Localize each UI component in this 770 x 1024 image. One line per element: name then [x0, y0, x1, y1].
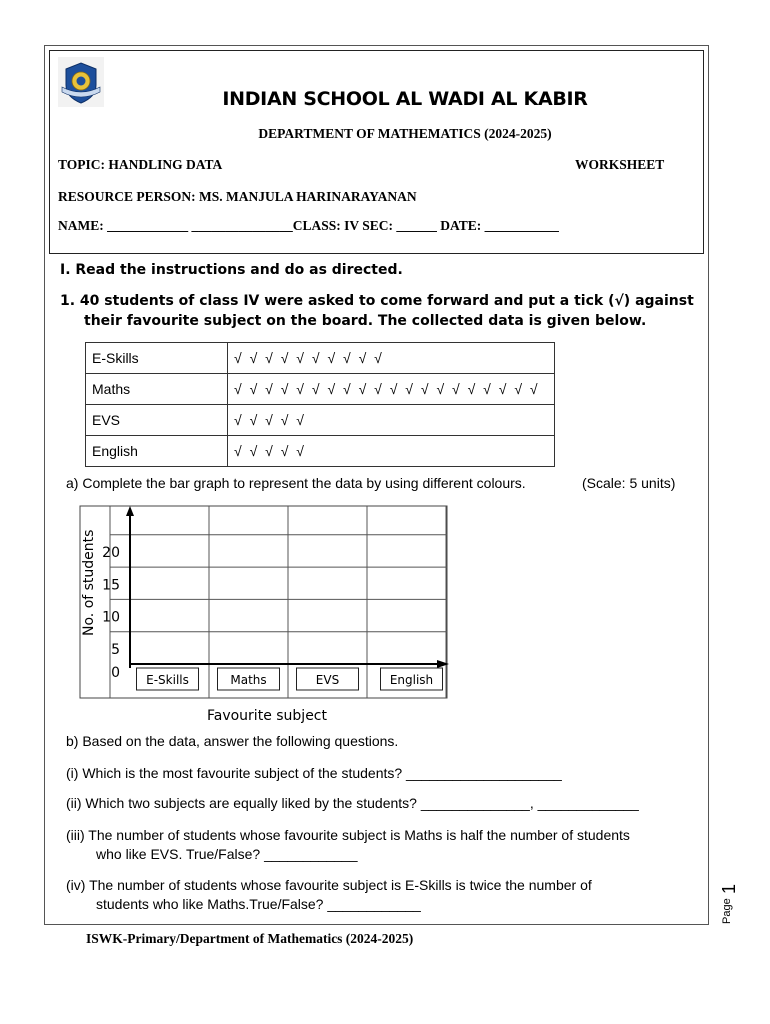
- category-label: English: [389, 673, 434, 687]
- question-b-text: b) Based on the data, answer the following questions.: [66, 733, 399, 749]
- question-b-iii-cont: who like EVS. True/False? ____________: [96, 846, 358, 862]
- question-b-ii: (ii) Which two subjects are equally liked by the students? ______________, _____________: [66, 795, 639, 811]
- student-details-line: NAME: ____________ _______________CLASS: IV SEC: ______ DATE: ___________: [58, 218, 559, 233]
- y-tick-label: 5: [111, 642, 120, 658]
- subject-cell: Maths: [86, 374, 228, 405]
- y-tick-labels: [102, 545, 120, 681]
- subject-cell: E-Skills: [86, 343, 228, 374]
- page-number-value: 1: [719, 883, 739, 894]
- subject-cell: English: [86, 436, 228, 467]
- table-row: [86, 374, 555, 405]
- school-name: INDIAN SCHOOL AL WADI AL KABIR: [222, 88, 588, 110]
- question-b-i: (i) Which is the most favourite subject of the students? ____________________: [66, 765, 562, 781]
- page-number: [716, 880, 740, 925]
- footer-text: ISWK-Primary/Department of Mathematics (2024-2025): [86, 931, 414, 946]
- y-tick-label: 15: [102, 577, 120, 594]
- question-a-text: a) Complete the bar graph to represent the data by using different colours.: [66, 475, 526, 491]
- question-1-text-cont: their favourite subject on the board. The collected data is given below.: [84, 313, 647, 329]
- category-labels: [137, 668, 443, 690]
- worksheet-label: WORKSHEET: [575, 157, 665, 172]
- section-instructions: I. Read the instructions and do as directed.: [60, 262, 403, 278]
- y-axis-arrow: [126, 506, 134, 516]
- y-axis-label: No. of students: [81, 529, 97, 636]
- tick-cell: √ √ √ √ √: [228, 405, 555, 436]
- question-b-iv: (iv) The number of students whose favourite subject is E-Skills is twice the number of: [66, 877, 592, 893]
- question-1-text: 1. 40 students of class IV were asked to come forward and put a tick (√) against: [60, 293, 694, 309]
- y-tick-label: 0: [111, 665, 120, 681]
- tick-cell: √ √ √ √ √ √ √ √ √ √ √ √ √ √ √ √ √ √ √ √: [228, 374, 555, 405]
- table-row: [86, 343, 555, 374]
- x-axis-label: Favourite subject: [206, 708, 328, 724]
- y-tick-label: 10: [102, 609, 120, 626]
- tick-cell: √ √ √ √ √: [228, 436, 555, 467]
- y-tick-label: 20: [102, 545, 120, 562]
- question-b-iii: (iii) The number of students whose favourite subject is Maths is half the number of students: [66, 827, 630, 843]
- school-logo: [58, 57, 104, 107]
- category-label: Maths: [230, 673, 267, 687]
- subject-cell: EVS: [86, 405, 228, 436]
- department-title: DEPARTMENT OF MATHEMATICS (2024-2025): [258, 126, 552, 141]
- question-b-iv-cont: students who like Maths.True/False? ____________: [96, 896, 421, 912]
- category-label: EVS: [315, 673, 340, 687]
- tick-cell: √ √ √ √ √ √ √ √ √ √: [228, 343, 555, 374]
- tally-table: [85, 342, 555, 467]
- topic-label: TOPIC: HANDLING DATA: [58, 157, 223, 172]
- table-row: [86, 436, 555, 467]
- resource-person: RESOURCE PERSON: MS. MANJULA HARINARAYANAN: [58, 189, 417, 204]
- category-label: E-Skills: [146, 673, 189, 687]
- bar-graph: [70, 498, 460, 728]
- table-row: [86, 405, 555, 436]
- scale-note: (Scale: 5 units): [582, 475, 676, 491]
- page-label: Page: [721, 898, 733, 924]
